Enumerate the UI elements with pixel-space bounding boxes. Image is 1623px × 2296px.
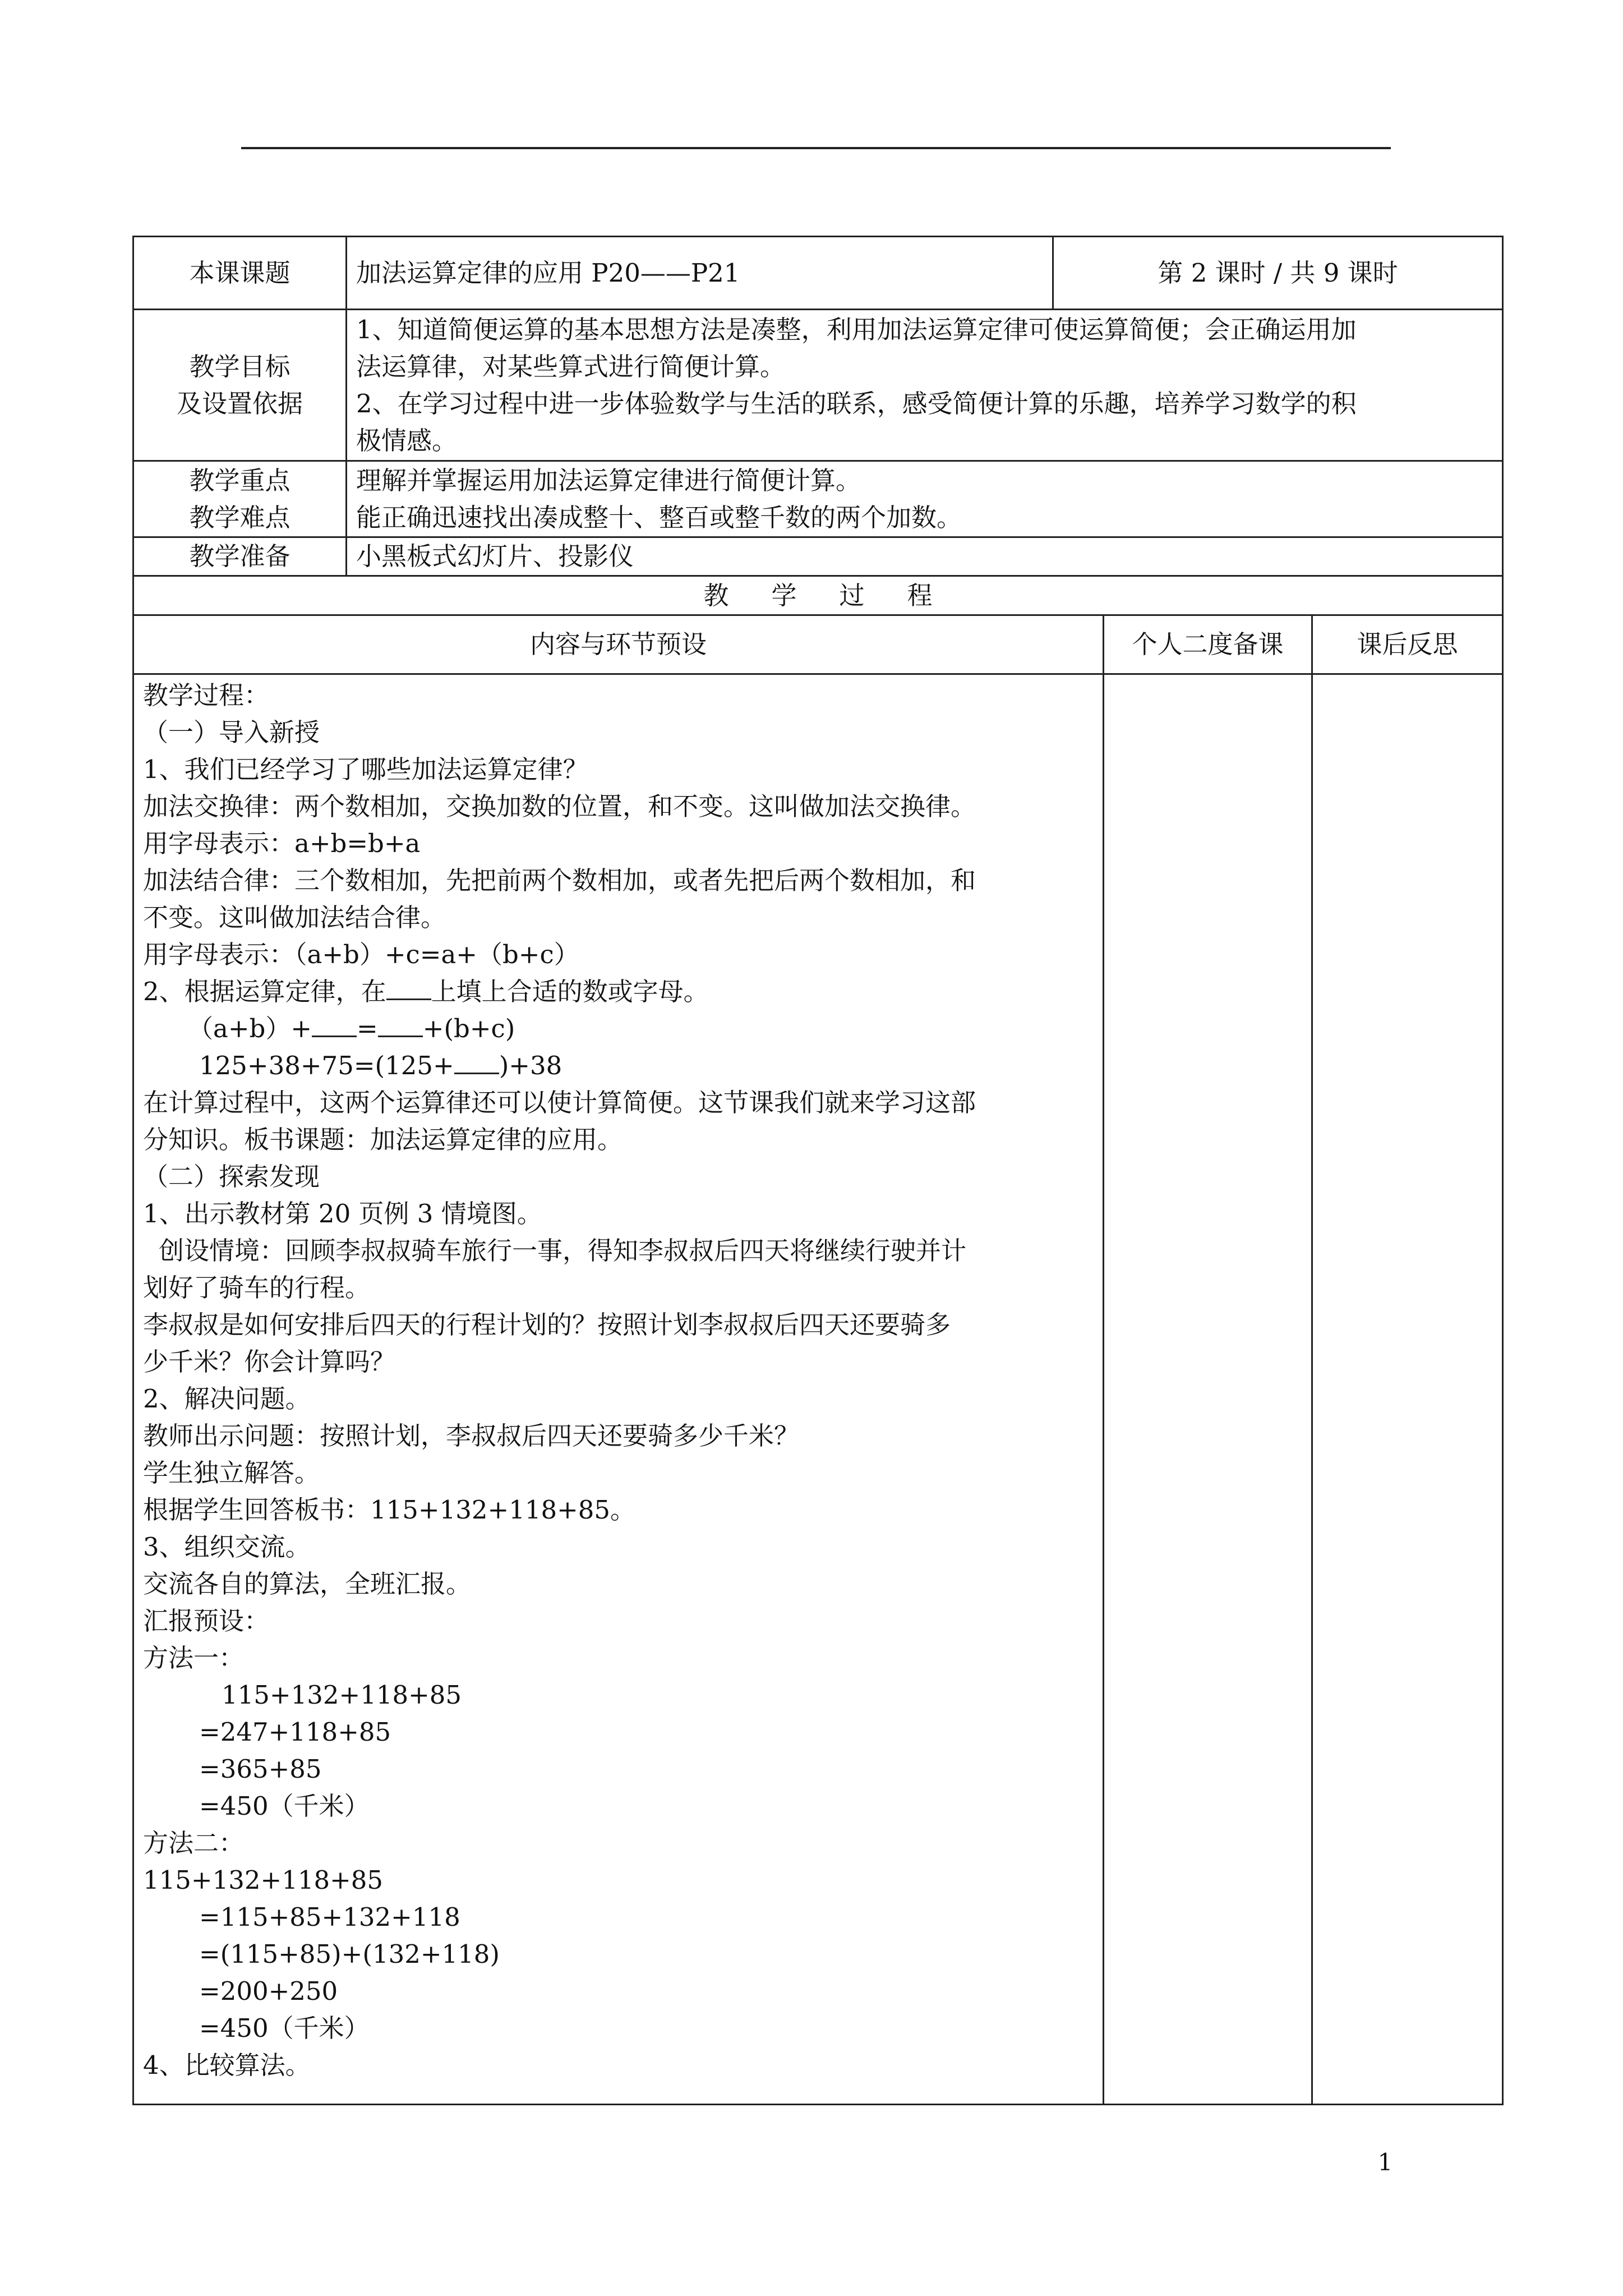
formula-line: 用字母表示：a+b=b+a	[143, 829, 421, 858]
column-reflection-header: 课后反思	[1312, 615, 1503, 674]
topic-value: 加法运算定律的应用 P20——P21	[347, 237, 1053, 310]
process-title: 教 学 过 程	[133, 576, 1503, 615]
objective-line: 1、知道简便运算的基本思想方法是凑整，利用加法运算定律可使运算简便；会正确运用加	[356, 314, 1357, 344]
content-line: 不变。这叫做加法结合律。	[143, 903, 446, 932]
calc-step: =450（千米）	[199, 1791, 370, 1821]
content-line: 4、比较算法。	[143, 2050, 311, 2080]
content-line: 1、出示教材第 20 页例 3 情境图。	[143, 1199, 542, 1228]
content-line: 教师出示问题：按照计划，李叔叔后四天还要骑多少千米？	[143, 1421, 800, 1451]
objectives-text	[347, 310, 1503, 461]
objectives-label-line1: 教学目标	[189, 351, 291, 381]
blank-underline	[378, 1013, 423, 1037]
difficulty-label: 教学难点	[189, 502, 291, 532]
objectives-label	[133, 310, 347, 461]
fill-blank-instruction: 2、根据运算定律，在 上填上合适的数或字母。	[143, 977, 709, 1006]
blank-underline	[454, 1050, 499, 1074]
objective-line: 法运算律，对某些算式进行简便计算。	[356, 351, 786, 381]
fill-blank-exercise: （a+b）+ = +(b+c)	[188, 1014, 515, 1043]
page-number: 1	[1377, 2148, 1393, 2176]
content-line: 根据学生回答板书：115+132+118+85。	[143, 1495, 636, 1525]
reflection-cell	[1312, 674, 1503, 2105]
calc-step: 115+132+118+85	[222, 1680, 462, 1710]
content-line: 划好了骑车的行程。	[143, 1273, 371, 1303]
personal-notes-cell	[1104, 674, 1312, 2105]
key-point: 理解并掌握运用加法运算定律进行简便计算。	[356, 465, 861, 495]
key-points-label	[133, 461, 347, 537]
calc-step: =200+250	[199, 1976, 338, 2006]
content-line: 少千米？你会计算吗？	[143, 1347, 396, 1377]
content-line: 汇报预设：	[143, 1606, 270, 1636]
section-heading: （一）导入新授	[143, 717, 320, 747]
column-personal-header: 个人二度备课	[1104, 615, 1312, 674]
calc-step: =450（千米）	[199, 2013, 370, 2043]
calc-step: =115+85+132+118	[199, 1902, 460, 1932]
objective-line: 2、在学习过程中进一步体验数学与生活的联系，感受简便计算的乐趣，培养学习数学的积	[356, 388, 1357, 418]
formula-line: 用字母表示：（a+b）+c=a+（b+c）	[143, 940, 579, 969]
calc-step: 115+132+118+85	[143, 1865, 384, 1895]
period-info: 第 2 课时 / 共 9 课时	[1053, 237, 1503, 310]
objectives-row	[133, 310, 1503, 461]
preparation-value: 小黑板式幻灯片、投影仪	[347, 537, 1503, 576]
content-line: 创设情境：回顾李叔叔骑车旅行一事，得知李叔叔后四天将继续行驶并计	[159, 1236, 967, 1266]
header-rule	[241, 147, 1391, 149]
content-line: 3、组织交流。	[143, 1532, 311, 1562]
preparation-row	[133, 537, 1503, 576]
calc-step: =247+118+85	[199, 1717, 391, 1747]
preparation-label: 教学准备	[133, 537, 347, 576]
fill-blank-exercise: 125+38+75=(125+ )+38	[199, 1051, 562, 1080]
content-line: 2、解决问题。	[143, 1384, 311, 1414]
process-title-row	[133, 576, 1503, 615]
content-body	[133, 674, 1104, 2105]
key-points-row	[133, 461, 1503, 537]
key-label: 教学重点	[189, 465, 291, 495]
calc-step: =365+85	[199, 1754, 322, 1784]
key-points-text	[347, 461, 1503, 537]
column-content-header: 内容与环节预设	[133, 615, 1104, 674]
blank-underline	[312, 1013, 357, 1037]
content-row	[133, 674, 1503, 2105]
topic-label: 本课课题	[133, 237, 347, 310]
content-line: 在计算过程中，这两个运算律还可以使计算简便。这节课我们就来学习这部	[143, 1088, 976, 1117]
content-line: 李叔叔是如何安排后四天的行程计划的？按照计划李叔叔后四天还要骑多	[143, 1310, 951, 1340]
objective-line: 极情感。	[356, 425, 458, 455]
calc-step: =(115+85)+(132+118)	[199, 1939, 500, 1969]
content-line: 加法结合律：三个数相加，先把前两个数相加，或者先把后两个数相加，和	[143, 866, 976, 895]
column-header-row	[133, 615, 1503, 674]
content-line: 分知识。板书课题：加法运算定律的应用。	[143, 1125, 623, 1154]
method-heading: 方法二：	[143, 1828, 245, 1858]
difficulty-point: 能正确迅速找出凑成整十、整百或整千数的两个加数。	[356, 502, 962, 532]
content-line: 教学过程：	[143, 680, 270, 710]
method-heading: 方法一：	[143, 1643, 245, 1673]
content-line: 交流各自的算法，全班汇报。	[143, 1569, 472, 1599]
blank-underline	[386, 976, 431, 1000]
content-line: 加法交换律：两个数相加，交换加数的位置，和不变。这叫做加法交换律。	[143, 792, 976, 821]
section-heading: （二）探索发现	[143, 1162, 320, 1191]
content-line: 1、我们已经学习了哪些加法运算定律？	[143, 754, 588, 784]
topic-row	[133, 237, 1503, 310]
objectives-label-line2: 及设置依据	[176, 388, 303, 418]
content-line: 学生独立解答。	[143, 1458, 320, 1488]
lesson-plan-table	[132, 236, 1504, 2105]
